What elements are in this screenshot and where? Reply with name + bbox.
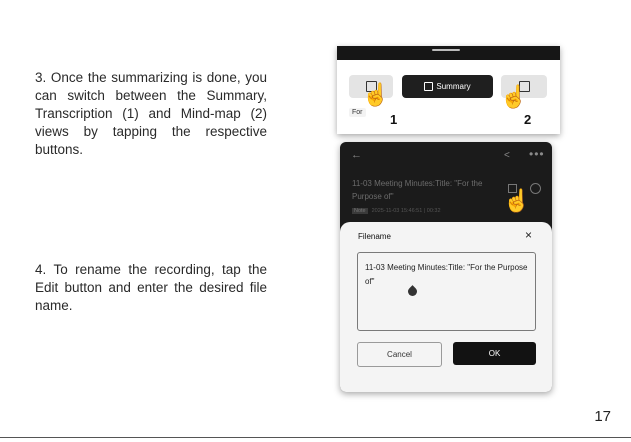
tap-hand-icon: ☝ xyxy=(503,188,531,213)
rename-screenshot xyxy=(340,142,552,392)
footer-divider xyxy=(0,437,631,438)
clock-icon[interactable] xyxy=(530,183,541,194)
tap-hand-icon: ☝ xyxy=(362,82,390,107)
dialog-title: Filename xyxy=(358,232,391,241)
step3-instruction: 3. Once the summarizing is done, you can switch between the Summary, Transcription (1) and Mind-map (2) views by tapping the respective buttons. xyxy=(35,69,267,157)
share-icon[interactable]: < xyxy=(504,150,510,161)
recording-badge: Note xyxy=(354,208,366,214)
back-arrow-icon[interactable]: ← xyxy=(351,149,362,161)
filename-value: 11-03 Meeting Minutes:Title: "For the Purpose of" xyxy=(365,263,528,286)
callout-2: 2 xyxy=(524,112,532,127)
close-icon[interactable]: × xyxy=(525,228,533,242)
more-icon[interactable]: ••• xyxy=(529,147,545,161)
drag-handle xyxy=(432,49,460,51)
ok-button[interactable]: OK xyxy=(453,342,536,365)
recording-title: 11-03 Meeting Minutes:Title: "For the Purpose of" xyxy=(352,179,483,201)
step4-instruction: 4. To rename the recording, tap the Edit button and enter the desired file name. xyxy=(35,261,267,313)
summary-label: Summary xyxy=(436,82,471,91)
tap-hand-icon: ☝ xyxy=(500,84,528,109)
screen-top-strip xyxy=(337,46,560,60)
recording-meta-text: 2025-11-03 15:46:51 | 00:32 xyxy=(371,208,441,214)
summary-icon xyxy=(424,82,433,91)
rename-dialog xyxy=(340,222,552,392)
summary-view-button[interactable] xyxy=(402,75,493,98)
filename-input[interactable] xyxy=(357,252,536,331)
content-preview-tag: For xyxy=(349,108,366,117)
callout-1: 1 xyxy=(390,112,398,127)
cancel-button[interactable]: Cancel xyxy=(357,342,442,367)
recording-meta xyxy=(352,208,441,214)
page-number: 17 xyxy=(594,408,611,425)
